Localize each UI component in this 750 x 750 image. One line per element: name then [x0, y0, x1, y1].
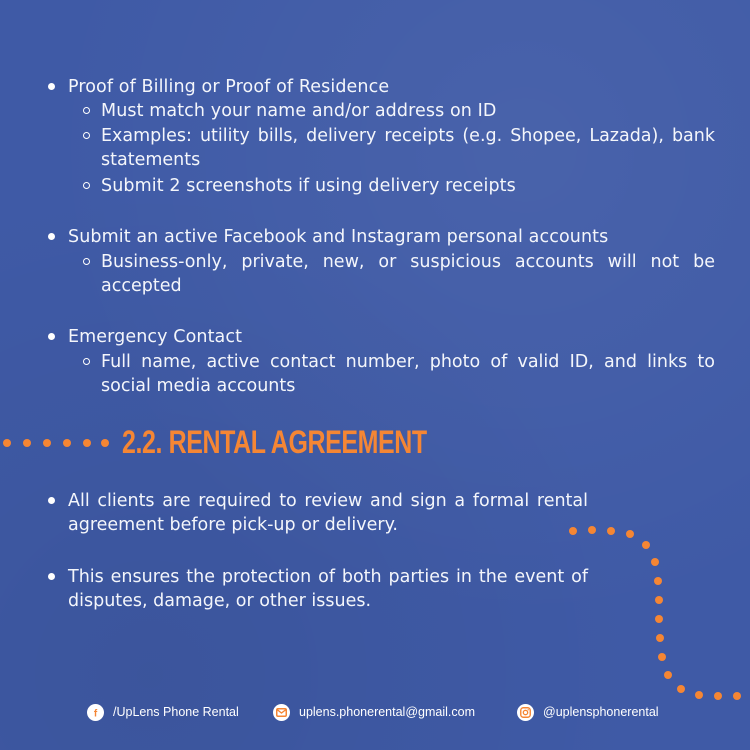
sub-bullet-screenshots: Submit 2 screenshots if using delivery receipts: [101, 176, 516, 196]
section-title: 2.2. RENTAL AGREEMENT: [122, 424, 427, 460]
curve-dot: [651, 558, 659, 566]
curve-dot: [658, 653, 666, 661]
svg-text:f: f: [93, 708, 98, 718]
footer-email-label: uplens.phonerental@gmail.com: [299, 705, 475, 719]
footer-instagram-label: @uplensphonerental: [543, 705, 659, 719]
curve-dot: [655, 615, 663, 623]
bullet-protection: This ensures the protection of both parties in the event of disputes, damage, or other issues.: [68, 567, 588, 611]
facebook-icon: [87, 704, 104, 721]
curve-dot: [733, 692, 741, 700]
bullet-emergency-contact: Emergency Contact: [68, 327, 243, 347]
curve-dot: [714, 692, 722, 700]
curve-dot: [656, 634, 664, 642]
footer-email[interactable]: [273, 703, 475, 721]
footer-facebook[interactable]: [87, 703, 239, 721]
sub-bullet-examples: Examples: utility bills, delivery receipts (e.g. Shopee, Lazada), bank statements: [101, 126, 715, 170]
bullet-proof-of-billing: Proof of Billing or Proof of Residence: [68, 77, 390, 97]
sub-bullet-match-name: Must match your name and/or address on ID: [101, 101, 497, 121]
bullet-review-sign: All clients are required to review and sign a formal rental agreement before pick-up or delivery.: [68, 491, 588, 535]
curve-dot: [626, 530, 634, 538]
footer-instagram[interactable]: [517, 703, 659, 721]
curve-dot: [655, 596, 663, 604]
curve-dot: [695, 691, 703, 699]
curve-dot: [607, 527, 615, 535]
bullet-social-accounts: Submit an active Facebook and Instagram personal accounts: [68, 227, 609, 247]
curve-dot: [569, 527, 577, 535]
sub-bullet-business-only: Business-only, private, new, or suspicious accounts will not be accepted: [101, 252, 715, 296]
curve-dot: [642, 541, 650, 549]
instagram-icon: [517, 704, 534, 721]
curve-dot: [664, 671, 672, 679]
curve-dot: [677, 685, 685, 693]
curve-dot: [588, 526, 596, 534]
email-icon: [273, 704, 290, 721]
sub-bullet-full-name: Full name, active contact number, photo of valid ID, and links to social media accounts: [101, 352, 715, 396]
footer-facebook-label: /UpLens Phone Rental: [113, 705, 239, 719]
curve-dot: [654, 577, 662, 585]
